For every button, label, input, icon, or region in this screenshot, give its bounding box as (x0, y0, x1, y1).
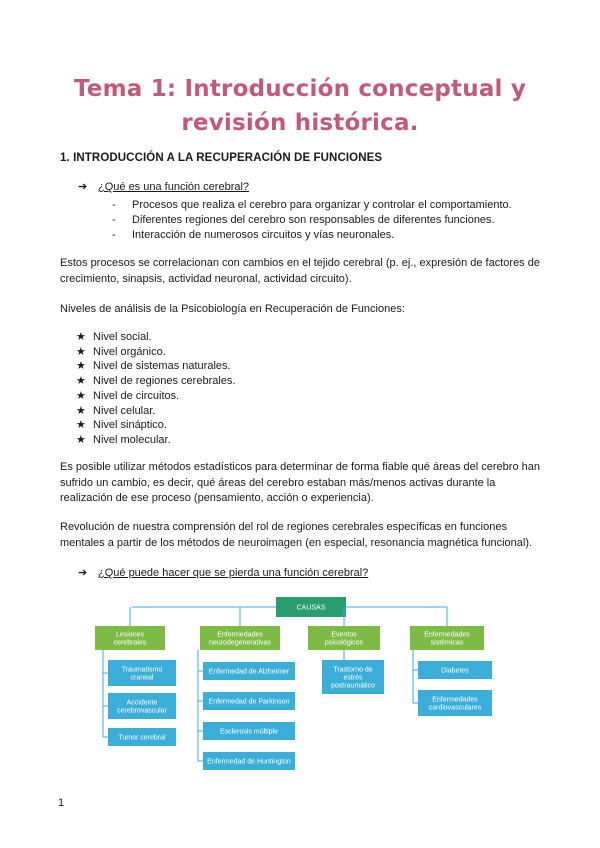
paragraph-2: Niveles de análisis de la Psicobiología en Recuperación de Funciones: (60, 303, 405, 315)
child-node-label: Trastorno de (333, 666, 373, 674)
star-icon: ★ (76, 331, 86, 343)
star-icon: ★ (76, 433, 86, 446)
star-icon: ★ (76, 419, 86, 432)
star-icon: ★ (76, 375, 86, 388)
list-item-text: Nivel molecular. (93, 433, 171, 446)
list-item-text: Nivel de sistemas naturales. (93, 360, 231, 373)
child-node-label: Enfermedad de Huntington (207, 758, 291, 766)
category-node-label: neurodegenerativas (209, 639, 271, 647)
list-item-text: Nivel celular. (93, 404, 156, 417)
child-node-label: estrés (343, 674, 363, 682)
category-node-label: cerebrales (113, 639, 147, 647)
star-icon: ★ (76, 360, 86, 373)
paragraph-1: Estos procesos se correlacionan con cambios en el tejido cerebral (p. ej., expresión de factores de crecimiento, sinapsis, actividad neuronal, actividad circuito). (60, 257, 540, 285)
question-2-text: ¿Qué puede hacer que se pierda una función cerebral? (98, 567, 369, 579)
child-node-label: Tumor cerebral (118, 734, 166, 742)
category-node-label: psicológicos (324, 639, 364, 647)
title-line-2: revisión histórica. (181, 110, 419, 136)
child-node-label: Accidente (126, 699, 158, 707)
root-node-label: CAUSAS (296, 604, 326, 612)
paragraph-4: Revolución de nuestra comprensión del rol de regiones cerebrales específicas en funciones mentales a partir de los métodos de neuroimagen (en especial, resonancia magnética funcional). (60, 521, 533, 549)
section-heading: 1. INTRODUCCIÓN A LA RECUPERACIÓN DE FUNCIONES (60, 152, 383, 164)
list-item-text: Nivel social. (93, 331, 152, 343)
child-node-label: Diabetes (441, 667, 469, 675)
list-item-text: Nivel de circuitos. (93, 389, 180, 402)
arrow-right-icon: ➔ (78, 181, 88, 193)
category-node-label: Lesiones (115, 631, 145, 639)
child-node-label: Traumatismo (121, 666, 163, 674)
list-item-text: Procesos que realiza el cerebro para organizar y controlar el comportamiento. (132, 199, 512, 211)
category-node-label: sistémicas (430, 639, 464, 647)
child-node-label: postraumático (331, 682, 375, 690)
paragraph-3: Es posible utilizar métodos estadísticos para determinar de forma fiable qué áreas del cerebro han sufrido un cambio, es decir, qué áreas del cerebro estaban más/menos activas durante la realización de ese proceso (pensamiento, acción o experiencia). (60, 461, 540, 504)
list-item-text: Diferentes regiones del cerebro son responsables de diferentes funciones. (132, 214, 495, 226)
list-item-text: Nivel orgánico. (93, 345, 166, 358)
child-node-label: Enfermedades (432, 696, 478, 704)
list-item-text: Interacción de numerosos circuitos y vías neuronales. (132, 229, 395, 241)
dash-bullet: - (112, 229, 116, 241)
category-node-label: Enfermedades (217, 631, 263, 639)
arrow-right-icon: ➔ (78, 567, 88, 579)
child-node-label: Esclerosis múltiple (220, 728, 278, 736)
list-item-text: Nivel de regiones cerebrales. (93, 375, 236, 388)
page-number: 1 (58, 797, 65, 809)
category-node-label: Eventos (331, 631, 357, 639)
dash-bullet: - (112, 199, 116, 211)
question-1-text: ¿Qué es una función cerebral? (98, 181, 250, 193)
child-node-label: craneal (130, 674, 154, 682)
child-node-label: Enfermedad de Alzheimer (208, 668, 290, 676)
star-icon: ★ (76, 345, 86, 358)
star-icon: ★ (76, 389, 86, 402)
child-node-label: cerebrovascular (117, 707, 167, 715)
star-icon: ★ (76, 404, 86, 417)
title-line-1: Tema 1: Introducción conceptual y (73, 76, 527, 102)
child-node-label: Enfermedad de Parkinson (208, 698, 290, 706)
dash-bullet: - (112, 214, 116, 226)
list-item-text: Nivel sináptico. (93, 419, 167, 432)
category-node-label: Enfermedades (424, 631, 470, 639)
child-node-label: cardiovasculares (428, 704, 482, 712)
